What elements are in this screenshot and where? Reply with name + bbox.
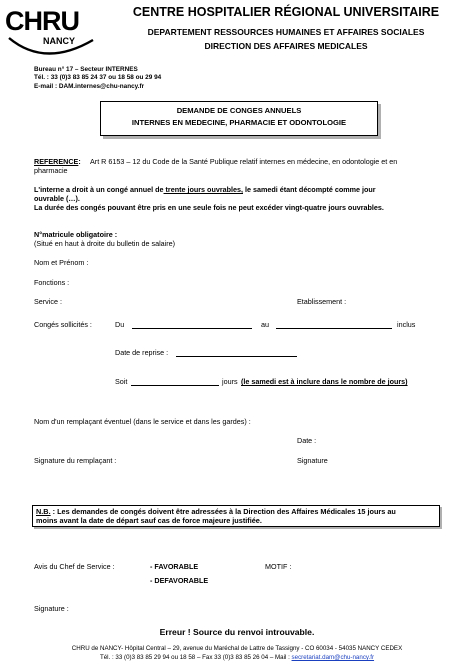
reference-text-cont: pharmacie	[34, 166, 68, 175]
conges-label: Congés sollicités :	[34, 320, 92, 329]
rule-line1	[34, 185, 444, 194]
au-label: au	[261, 320, 269, 329]
rule-part1: L'interne a droit à un congé annuel de	[34, 185, 164, 194]
nb-text1: : Les demandes de congés doivent être adressées à la Direction des Affaires Médicales 15 jours au	[50, 507, 396, 516]
logo-chru-text: CHRU	[5, 6, 79, 36]
error-reference: Erreur ! Source du renvoi introuvable.	[159, 627, 315, 637]
jours-label: jours	[222, 377, 238, 386]
nb-line1	[36, 507, 439, 516]
bureau-info	[34, 66, 161, 91]
du-label: Du	[115, 320, 125, 329]
jours-count-field[interactable]	[131, 385, 219, 386]
rule-line2: ouvrable (…).	[34, 194, 80, 203]
reference-text: Art R 6153 – 12 du Code de la Santé Publique relatif internes en médecine, en odontologie et en	[90, 157, 398, 166]
logo-nancy-text: NANCY	[43, 36, 76, 46]
nom-label: Nom et Prénom :	[34, 258, 89, 267]
au-date-field[interactable]	[276, 328, 392, 329]
matricule-hint: (Situé en haut à droite du bulletin de salaire)	[34, 239, 176, 248]
form-title-line2: INTERNES EN MEDECINE, PHARMACIE ET ODONTOLOGIE	[131, 118, 347, 127]
bureau-email: E-mail : DAM.internes@chu-nancy.fr	[34, 82, 145, 90]
avis-label: Avis du Chef de Service :	[34, 562, 115, 571]
reprise-date-field[interactable]	[176, 356, 297, 357]
service-label: Service :	[34, 297, 62, 306]
defavorable-option[interactable]: - DEFAVORABLE	[150, 576, 209, 585]
nb-label: N.B.	[36, 507, 51, 516]
signature-label: Signature	[297, 456, 328, 465]
etablissement-label: Etablissement :	[297, 297, 347, 306]
motif-label: MOTIF :	[265, 562, 292, 571]
date-label: Date :	[297, 436, 317, 445]
rule-line3: La durée des congés pouvant être pris en une seule fois ne peut excéder vingt-quatre jours ouvrables.	[34, 203, 384, 212]
nb-line2: moins avant la date de départ sauf cas de force majeure justifiée.	[36, 516, 262, 526]
soit-label: Soit	[115, 377, 128, 386]
favorable-option[interactable]: - FAVORABLE	[150, 562, 199, 571]
header-department: DEPARTEMENT RESSOURCES HUMAINES ET AFFAIRES SOCIALES	[147, 27, 425, 37]
rule-part2: trente jours ouvrables,	[163, 185, 243, 194]
chru-logo	[5, 6, 95, 66]
footer-email-link[interactable]: secretariat.dam@chu-nancy.fr	[291, 654, 375, 661]
jours-note: (le samedi est à inclure dans le nombre de jours)	[241, 377, 408, 386]
reprise-label: Date de reprise :	[115, 348, 169, 357]
header-title: CENTRE HOSPITALIER RÉGIONAL UNIVERSITAIRE	[132, 5, 440, 19]
footer-phone: Tél. : 33 (0)3 83 85 29 94 ou 18 58 – Fax 33 (0)3 83 85 26 04 – Mail :	[99, 654, 292, 661]
nb-notice-box	[32, 505, 440, 527]
inclus-label: inclus	[397, 320, 416, 329]
footer-contact	[0, 654, 474, 661]
rule-part3: le samedi étant décompté comme jour	[243, 185, 376, 194]
footer-address: CHRU de NANCY- Hôpital Central – 29, avenue du Maréchal de Lattre de Tassigny - CO 60034 - 54035 NANCY CEDEX	[71, 645, 403, 652]
bureau-line: Bureau n° 17 – Secteur INTERNES	[34, 66, 138, 73]
fonctions-label: Fonctions :	[34, 278, 70, 287]
remplacant-label: Nom d'un remplaçant éventuel (dans le service et dans les gardes) :	[34, 417, 251, 426]
matricule-label: N°matricule obligatoire :	[34, 230, 118, 239]
reference-label-text: REFERENCE	[34, 157, 79, 166]
bureau-phone: Tél. : 33 (0)3 83 85 24 37 ou 18 58 ou 29 94	[34, 74, 162, 82]
sig-remplacant-label: Signature du remplaçant :	[34, 456, 117, 465]
reference-sep: :	[78, 157, 81, 166]
form-title-line1: DEMANDE DE CONGES ANNUELS	[176, 106, 302, 115]
header-direction: DIRECTION DES AFFAIRES MEDICALES	[204, 41, 368, 51]
avis-signature-label: Signature :	[34, 604, 69, 613]
form-title-box	[100, 101, 378, 136]
du-date-field[interactable]	[132, 328, 252, 329]
reference-label	[34, 157, 81, 166]
